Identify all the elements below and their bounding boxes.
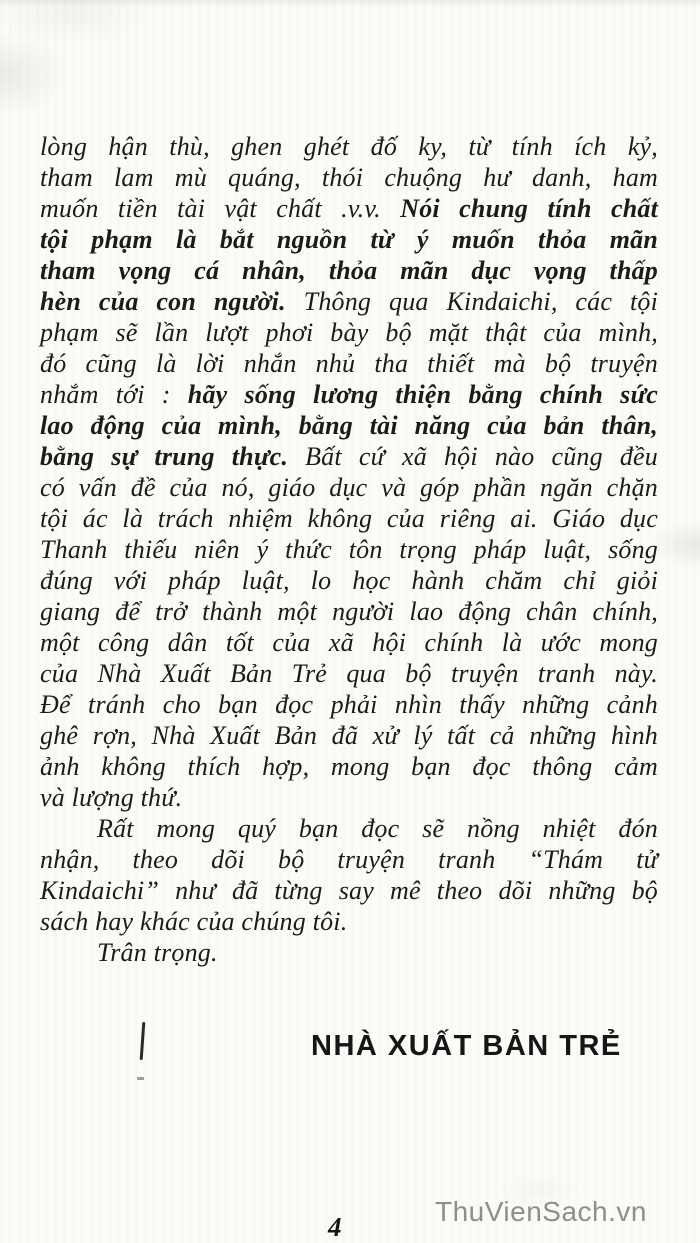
body-segment: muốn tiền tài vật chất .v.v.: [40, 194, 401, 223]
text-line: [40, 286, 658, 317]
body-segment: Để tránh cho bạn đọc phải nhìn thấy những cảnh: [40, 690, 658, 719]
text-line: [40, 162, 658, 193]
body-segment: có vấn đề của nó, giáo dục và góp phần ngăn chặn: [40, 473, 658, 502]
body-segment: Kindaichi” như đã từng say mê theo dõi những bộ: [40, 876, 658, 905]
text-line: [40, 565, 658, 596]
text-line: [40, 658, 658, 689]
text-line: [40, 410, 658, 441]
text-line: [40, 441, 658, 472]
body-segment: đó cũng là lời nhắn nhủ tha thiết mà bộ truyện: [40, 349, 658, 378]
body-segment: Bất cứ xã hội nào cũng đều: [288, 442, 658, 471]
emphasized-text: tội phạm là bắt nguồn từ ý muốn thỏa mãn: [40, 225, 658, 254]
text-line: [40, 348, 658, 379]
text-line: [40, 534, 658, 565]
body-segment: lòng hận thù, ghen ghét đố ky, từ tính ích kỷ,: [40, 132, 658, 161]
watermark: ThuVienSach.vn: [435, 1196, 647, 1227]
body-segment: Rất mong quý bạn đọc sẽ nồng nhiệt đón: [97, 814, 658, 843]
body-segment: sách hay khác của chúng tôi.: [40, 907, 348, 936]
text-line: [40, 906, 658, 937]
emphasized-text: Nói chung tính chất: [400, 194, 659, 223]
body-segment: tội ác là trách nhiệm không của riêng ai. Giáo dục: [40, 504, 658, 533]
emphasized-text: hèn của con người.: [40, 287, 286, 316]
text-line: [40, 689, 658, 720]
body-segment: Thanh thiếu niên ý thức tôn trọng pháp luật, sống: [40, 535, 658, 564]
text-line: [40, 720, 658, 751]
text-line: [40, 503, 658, 534]
text-line: [40, 317, 658, 348]
body-text: [40, 131, 658, 968]
text-line: [40, 751, 658, 782]
body-segment: một công dân tốt của xã hội chính là ước mong: [40, 628, 658, 657]
body-segment: của Nhà Xuất Bản Trẻ qua bộ truyện tranh này.: [40, 659, 658, 688]
scan-artifact-dash: [137, 1077, 144, 1080]
body-segment: Trân trọng.: [97, 938, 218, 967]
body-segment: giang để trở thành một người lao động chân chính,: [40, 597, 658, 626]
text-line: [40, 782, 658, 813]
text-line: [40, 131, 658, 162]
body-segment: nhận, theo dõi bộ truyện tranh “Thám tử: [40, 845, 658, 874]
text-line: [40, 844, 658, 875]
text-line: [40, 627, 658, 658]
body-segment: ảnh không thích hợp, mong bạn đọc thông cảm: [40, 752, 658, 781]
body-segment: ghê rợn, Nhà Xuất Bản đã xử lý tất cả những hình: [40, 721, 658, 750]
body-segment: và lượng thứ.: [40, 783, 183, 812]
scan-artifact-mark: [140, 1022, 146, 1060]
text-line: [40, 596, 658, 627]
emphasized-text: lao động của mình, bằng tài năng của bản thân,: [40, 411, 658, 440]
emphasized-text: bằng sự trung thực.: [40, 442, 289, 471]
body-segment: nhắm tới :: [40, 380, 188, 409]
text-line: [40, 813, 658, 844]
publisher-signature: NHÀ XUẤT BẢN TRẺ: [311, 1030, 622, 1062]
emphasized-text: tham vọng cá nhân, thỏa mãn dục vọng thấp: [40, 256, 658, 285]
body-segment: phạm sẽ lần lượt phơi bày bộ mặt thật của mình,: [40, 318, 658, 347]
text-line: [40, 937, 658, 968]
text-line: [40, 193, 658, 224]
body-segment: đúng với pháp luật, lo học hành chăm chỉ giỏi: [40, 566, 658, 595]
emphasized-text: hãy sống lương thiện bằng chính sức: [187, 380, 658, 409]
text-line: [40, 875, 658, 906]
text-line: [40, 379, 658, 410]
body-segment: tham lam mù quáng, thói chuộng hư danh, ham: [40, 163, 658, 192]
text-line: [40, 255, 658, 286]
page-number: 4: [328, 1212, 342, 1242]
text-line: [40, 224, 658, 255]
body-segment: Thông qua Kindaichi, các tội: [285, 287, 658, 316]
text-line: [40, 472, 658, 503]
